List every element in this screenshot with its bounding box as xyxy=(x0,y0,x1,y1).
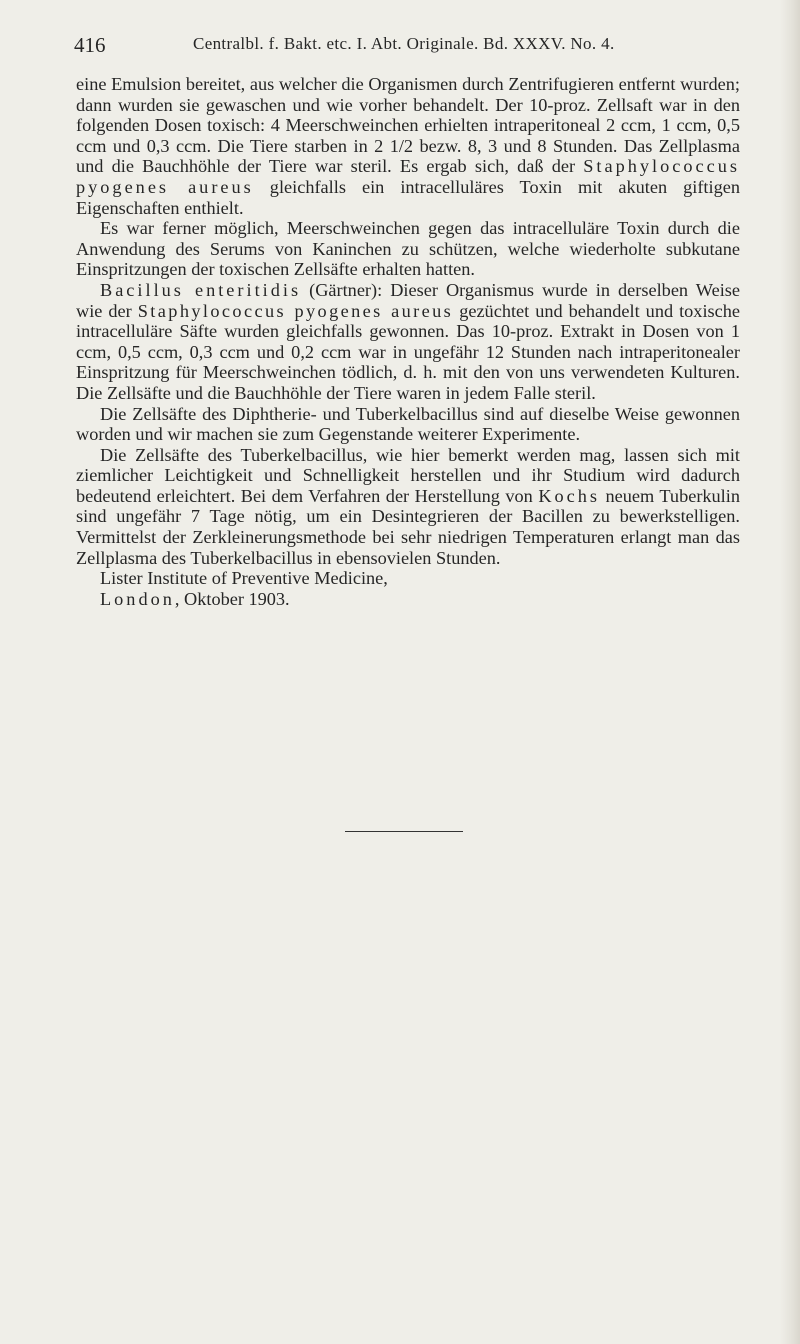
institute-affiliation: Lister Institute of Preventive Medicine, xyxy=(100,568,388,589)
paragraph-staphylococcus-results: eine Emulsion bereitet, aus welcher die Organismen durch Zentrifugieren entfernt wurden; dann wurden sie gewaschen und wie vorher behandelt. Der 10-proz. Zellsaft war in den folgenden Dosen toxisch: 4 Meerschweinchen erhielten intraperitoneal 2 ccm, 1 ccm, 0,5 ccm und 0,3 ccm. Die Tiere starben in 2 1/2 bezw. 8, 3 und 8 Stunden. Das Zellplasma und die Bauchhöhle der Tiere war steril. Es ergab sich, daß der Staphylococcus pyogenes aureus gleichfalls ein intracelluläres Toxin mit akuten giftigen Eigenschaften enthielt. xyxy=(76,74,740,218)
author-name-koch: Kochs xyxy=(538,485,601,506)
paragraph-serum-protection: Es war ferner möglich, Meerschweinchen gegen das intracelluläre Toxin durch die Anwendung des Serums von Kaninchen zu schützen, welche wiederholte subkutane Einspritzungen der toxischen Zellsäfte erhalten hatten. xyxy=(76,218,740,280)
page-number: 416 xyxy=(74,33,106,57)
city-name: London xyxy=(100,588,175,609)
page-edge-shadow xyxy=(780,0,800,1344)
species-name: Bacillus enteritidis xyxy=(100,279,302,300)
place-and-date: London, Oktober 1903. xyxy=(100,588,290,609)
species-name: Staphylococcus pyogenes aureus xyxy=(137,300,454,321)
article-body xyxy=(76,74,740,609)
fraction-one-half: 1/2 xyxy=(389,135,414,156)
running-header xyxy=(74,30,744,60)
paragraph-tuberculin-method: Die Zellsäfte des Tuberkelbacillus, wie hier bemerkt werden mag, lassen sich mit ziemlicher Leichtigkeit und Schnelligkeit herstellen und ihr Studium wird dadurch bedeutend erleichtert. Bei dem Verfahren der Herstellung von Kochs neuem Tuberkulin sind ungefähr 7 Tage nötig, um ein Desintegrieren der Bacillen zu bewerkstelligen. Vermittelst der Zerkleinerungsmethode bei sehr niedrigen Temperaturen erlangt man das Zellplasma des Tuberkelbacillus in ebensovielen Stunden. xyxy=(76,444,740,568)
journal-running-head: Centralbl. f. Bakt. etc. I. Abt. Originale. Bd. XXXV. No. 4. xyxy=(193,34,615,53)
closing-rule xyxy=(345,831,463,832)
species-name: Staphylococcus pyogenes aureus xyxy=(76,156,740,197)
paragraph-diphtheria-tuberculosis: Die Zellsäfte des Diphtherie- und Tuberkelbacillus sind auf dieselbe Weise gewonnen worden und wir machen sie zum Gegenstande weiterer Experimente. xyxy=(76,403,740,445)
paragraph-bacillus-enteritidis: Bacillus enteritidis (Gärtner): Dieser Organismus wurde in derselben Weise wie der Staphylococcus pyogenes aureus gezüchtet und behandelt und toxische intracelluläre Säfte wurden gleichfalls gewonnen. Das 10-proz. Extrakt in Dosen von 1 ccm, 0,5 ccm, 0,3 ccm und 0,2 ccm war in ungefähr 12 Stunden nach intraperitonealer Einspritzung für Meerschweinchen tödlich, d. h. mit den von uns verwendeten Kulturen. Die Zellsäfte und die Bauchhöhle der Tiere waren in jedem Falle steril. xyxy=(76,279,741,403)
